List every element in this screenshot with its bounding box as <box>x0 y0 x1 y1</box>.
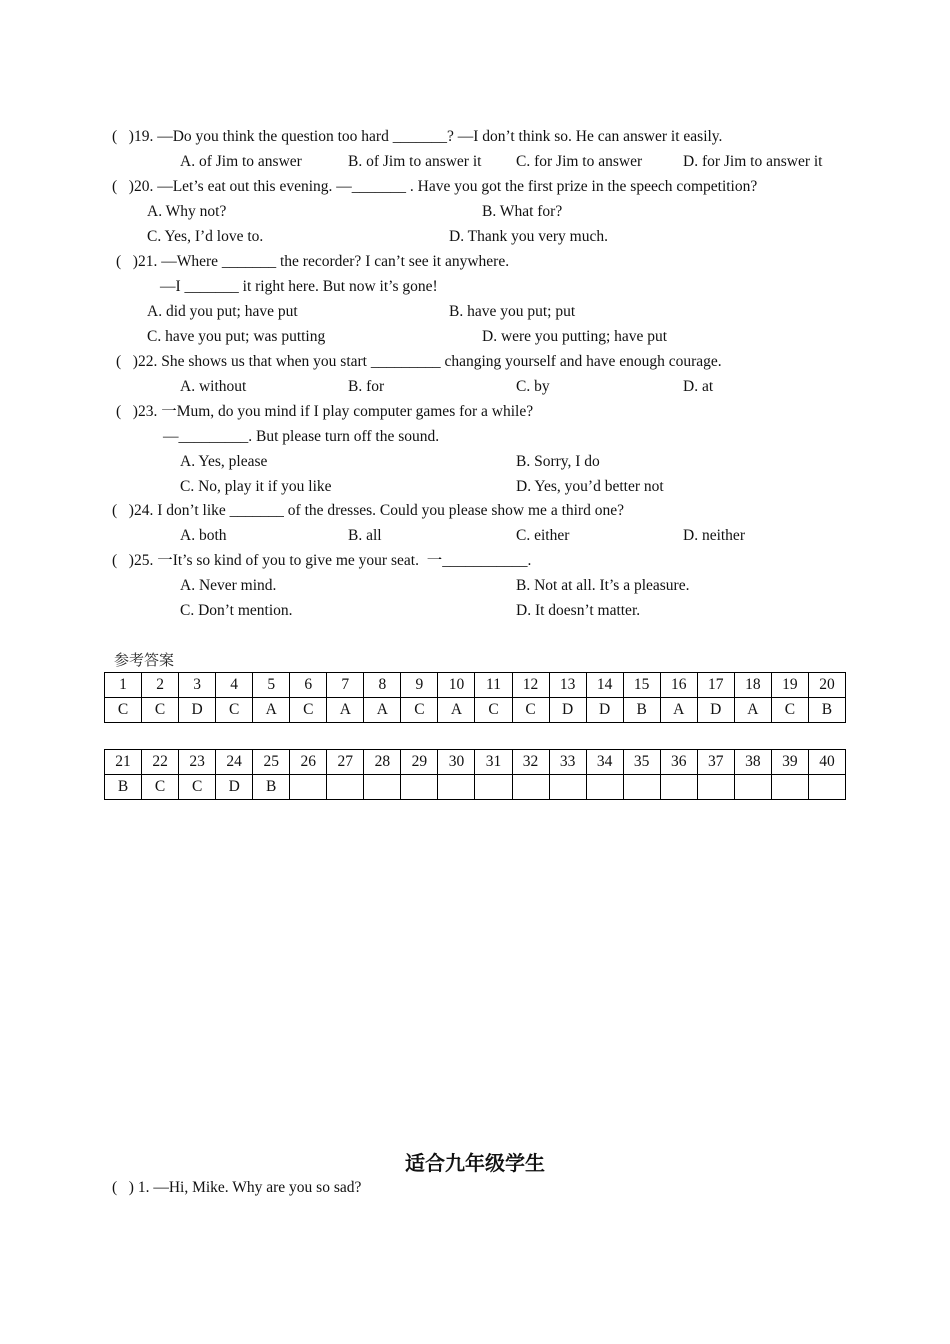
question-24-option-b: B. all <box>348 527 382 544</box>
question-19-stem: ( )19. —Do you think the question too hard _______? —I don’t think so. He can answer it easily. <box>112 128 723 145</box>
question-number-cell: 28 <box>364 750 401 775</box>
question-21-option-c: C. have you put; was putting <box>147 328 326 345</box>
question-20-option-d: D. Thank you very much. <box>449 228 608 245</box>
answer-table-1 <box>104 672 846 723</box>
question-19-option-c: C. for Jim to answer <box>516 153 643 170</box>
question-20-option-c: C. Yes, I’d love to. <box>147 228 264 245</box>
question-number-cell: 21 <box>105 750 142 775</box>
question-23-stem: ( )23. 一Mum, do you mind if I play computer games for a while? <box>116 403 534 420</box>
question-23-stem-reply: —_________. But please turn off the sound. <box>163 428 440 445</box>
question-number-cell: 33 <box>549 750 586 775</box>
question-25-stem: ( )25. 一It’s so kind of you to give me your seat. 一___________. <box>112 552 532 569</box>
answer-cell: C <box>142 698 179 723</box>
answer-table-1-answer-row <box>105 698 846 723</box>
question-20-option-a: A. Why not? <box>147 203 227 220</box>
answer-cell: D <box>179 698 216 723</box>
answer-cell: D <box>586 698 623 723</box>
question-number-cell: 31 <box>475 750 512 775</box>
question-25-option-d: D. It doesn’t matter. <box>516 602 641 619</box>
answer-cell <box>290 775 327 800</box>
answer-cell <box>808 775 845 800</box>
question-number-cell: 18 <box>734 673 771 698</box>
answer-table-2-number-row <box>105 750 846 775</box>
question-24-option-a: A. both <box>180 527 227 544</box>
answer-cell <box>512 775 549 800</box>
answer-cell: B <box>105 775 142 800</box>
answer-cell: C <box>475 698 512 723</box>
question-number-cell: 1 <box>105 673 142 698</box>
answer-cell: B <box>623 698 660 723</box>
answer-cell: A <box>327 698 364 723</box>
answer-cell: C <box>771 698 808 723</box>
question-number-cell: 23 <box>179 750 216 775</box>
question-number-cell: 16 <box>660 673 697 698</box>
question-number-cell: 6 <box>290 673 327 698</box>
question-19-option-d: D. for Jim to answer it <box>683 153 823 170</box>
answer-cell: D <box>549 698 586 723</box>
question-22-option-a: A. without <box>180 378 247 395</box>
question-number-cell: 7 <box>327 673 364 698</box>
question-22-stem: ( )22. She shows us that when you start _________ changing yourself and have enough courage. <box>116 353 722 370</box>
question-number-cell: 25 <box>253 750 290 775</box>
answer-cell <box>586 775 623 800</box>
question-22-option-c: C. by <box>516 378 550 395</box>
question-number-cell: 12 <box>512 673 549 698</box>
question-25-option-a: A. Never mind. <box>180 577 277 594</box>
question-number-cell: 19 <box>771 673 808 698</box>
question-number-cell: 20 <box>808 673 845 698</box>
question-number-cell: 13 <box>549 673 586 698</box>
question-number-cell: 5 <box>253 673 290 698</box>
question-number-cell: 15 <box>623 673 660 698</box>
question-number-cell: 36 <box>660 750 697 775</box>
question-number-cell: 14 <box>586 673 623 698</box>
answer-cell: C <box>401 698 438 723</box>
answer-cell: A <box>364 698 401 723</box>
question-24-option-d: D. neither <box>683 527 745 544</box>
answer-table-2-answer-row <box>105 775 846 800</box>
question-21-option-b: B. have you put; put <box>449 303 576 320</box>
answer-table-1-number-row <box>105 673 846 698</box>
answer-cell: A <box>660 698 697 723</box>
question-number-cell: 24 <box>216 750 253 775</box>
answer-cell: C <box>179 775 216 800</box>
question-number-cell: 38 <box>734 750 771 775</box>
question-number-cell: 27 <box>327 750 364 775</box>
question-number-cell: 22 <box>142 750 179 775</box>
question-25-option-b: B. Not at all. It’s a pleasure. <box>516 577 690 594</box>
question-number-cell: 29 <box>401 750 438 775</box>
answer-cell: C <box>105 698 142 723</box>
question-number-cell: 3 <box>179 673 216 698</box>
answer-cell: A <box>734 698 771 723</box>
question-24-option-c: C. either <box>516 527 570 544</box>
question-number-cell: 10 <box>438 673 475 698</box>
question-number-cell: 2 <box>142 673 179 698</box>
answer-cell <box>401 775 438 800</box>
answer-cell: A <box>438 698 475 723</box>
question-23-option-c: C. No, play it if you like <box>180 478 332 495</box>
question-21-stem: ( )21. —Where _______ the recorder? I can’t see it anywhere. <box>116 253 510 270</box>
section-title: 适合九年级学生 <box>405 1151 545 1175</box>
question-24-stem: ( )24. I don’t like _______ of the dresses. Could you please show me a third one? <box>112 502 624 519</box>
question-number-cell: 39 <box>771 750 808 775</box>
question-19-option-b: B. of Jim to answer it <box>348 153 482 170</box>
question-22-option-d: D. at <box>683 378 714 395</box>
answer-cell: B <box>808 698 845 723</box>
answer-cell <box>549 775 586 800</box>
question-23-option-b: B. Sorry, I do <box>516 453 600 470</box>
answer-cell: C <box>142 775 179 800</box>
question-number-cell: 34 <box>586 750 623 775</box>
question-21-stem-reply: —I _______ it right here. But now it’s gone! <box>160 278 438 295</box>
question-number-cell: 8 <box>364 673 401 698</box>
question-25-option-c: C. Don’t mention. <box>180 602 293 619</box>
question-19-option-a: A. of Jim to answer <box>180 153 302 170</box>
question-21-option-a: A. did you put; have put <box>147 303 298 320</box>
question-number-cell: 40 <box>808 750 845 775</box>
answer-key-heading: 参考答案 <box>114 651 175 669</box>
question-number-cell: 30 <box>438 750 475 775</box>
answer-cell: D <box>697 698 734 723</box>
question-21-option-d: D. were you putting; have put <box>482 328 668 345</box>
answer-cell <box>438 775 475 800</box>
answer-table-2 <box>104 749 846 800</box>
answer-cell: C <box>290 698 327 723</box>
question-number-cell: 37 <box>697 750 734 775</box>
question-22-option-b: B. for <box>348 378 385 395</box>
question-number-cell: 11 <box>475 673 512 698</box>
answer-cell <box>660 775 697 800</box>
answer-cell: D <box>216 775 253 800</box>
answer-cell <box>623 775 660 800</box>
question-20-stem: ( )20. —Let’s eat out this evening. —_______ . Have you got the first prize in the speech competition? <box>112 178 758 195</box>
question-23-option-a: A. Yes, please <box>180 453 268 470</box>
answer-cell <box>475 775 512 800</box>
question-23-option-d: D. Yes, you’d better not <box>516 478 664 495</box>
answer-cell <box>364 775 401 800</box>
question-1-stem: ( ) 1. —Hi, Mike. Why are you so sad? <box>112 1179 362 1196</box>
answer-cell: C <box>216 698 253 723</box>
answer-cell <box>697 775 734 800</box>
question-number-cell: 9 <box>401 673 438 698</box>
answer-cell: A <box>253 698 290 723</box>
answer-cell: C <box>512 698 549 723</box>
question-number-cell: 35 <box>623 750 660 775</box>
question-number-cell: 32 <box>512 750 549 775</box>
answer-cell <box>327 775 364 800</box>
question-number-cell: 17 <box>697 673 734 698</box>
question-number-cell: 26 <box>290 750 327 775</box>
answer-cell <box>771 775 808 800</box>
question-number-cell: 4 <box>216 673 253 698</box>
answer-cell <box>734 775 771 800</box>
answer-cell: B <box>253 775 290 800</box>
question-20-option-b: B. What for? <box>482 203 563 220</box>
